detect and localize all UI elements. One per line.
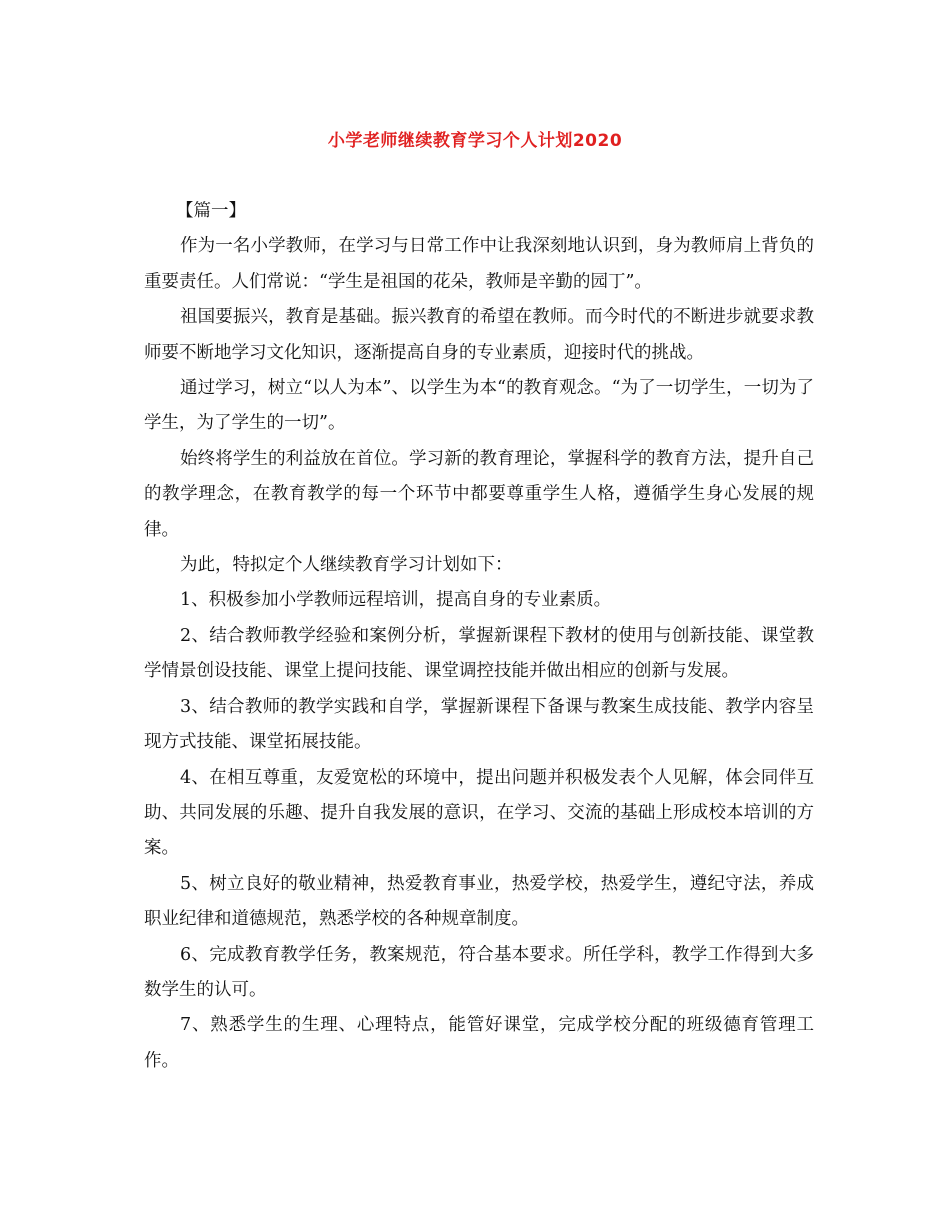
- plan-item-4: 4、在相互尊重，友爱宽松的环境中，提出问题并积极发表个人见解，体会同伴互助、共同发展的乐趣、提升自我发展的意识，在学习、交流的基础上形成校本培训的方案。: [144, 767, 814, 859]
- plan-item-6: 6、完成教育教学任务，教案规范，符合基本要求。所任学科，教学工作得到大多数学生的认可。: [144, 944, 814, 1000]
- paragraph-priority: 始终将学生的利益放在首位。学习新的教育理论，掌握科学的教育方法，提升自己的教学理念，在教育教学的每一个环节中都要尊重学生人格，遵循学生身心发展的规律。: [144, 448, 814, 540]
- section-label: 【篇一】: [176, 201, 246, 221]
- paragraph-revitalize: 祖国要振兴，教育是基础。振兴教育的希望在教师。而今时代的不断进步就要求教师要不断地学习文化知识，逐渐提高自身的专业素质，迎接时代的挑战。: [144, 307, 814, 363]
- plan-item-2: 2、结合教师教学经验和案例分析，掌握新课程下教材的使用与创新技能、课堂教学情景创设技能、课堂上提问技能、课堂调控技能并做出相应的创新与发展。: [144, 625, 814, 682]
- paragraph-plan-intro: 为此，特拟定个人继续教育学习计划如下：: [180, 555, 513, 576]
- paragraph-intro: 作为一名小学教师，在学习与日常工作中让我深刻地认识到，身为教师肩上背负的重要责任。人们常说：“学生是祖国的花朵，教师是辛勤的园丁”。: [144, 236, 814, 292]
- document-body: [144, 194, 814, 1079]
- plan-item-5: 5、树立良好的敬业精神，热爱教育事业，热爱学校，热爱学生，遵纪守法，养成职业纪律和道德规范，熟悉学校的各种规章制度。: [144, 873, 814, 930]
- plan-item-1: 1、积极参加小学教师远程培训，提高自身的专业素质。: [180, 590, 612, 611]
- document-title: 小学老师继续教育学习个人计划2020: [327, 131, 623, 151]
- plan-item-3: 3、结合教师的教学实践和自学，掌握新课程下备课与教案生成技能、教学内容呈现方式技能、课堂拓展技能。: [144, 696, 814, 753]
- paragraph-philosophy: 通过学习，树立“以人为本”、以学生为本“的教育观念。“为了一切学生，一切为了学生，为了学生的一切”。: [144, 378, 814, 434]
- plan-item-7: 7、熟悉学生的生理、心理特点，能管好课堂，完成学校分配的班级德育管理工作。: [144, 1015, 814, 1071]
